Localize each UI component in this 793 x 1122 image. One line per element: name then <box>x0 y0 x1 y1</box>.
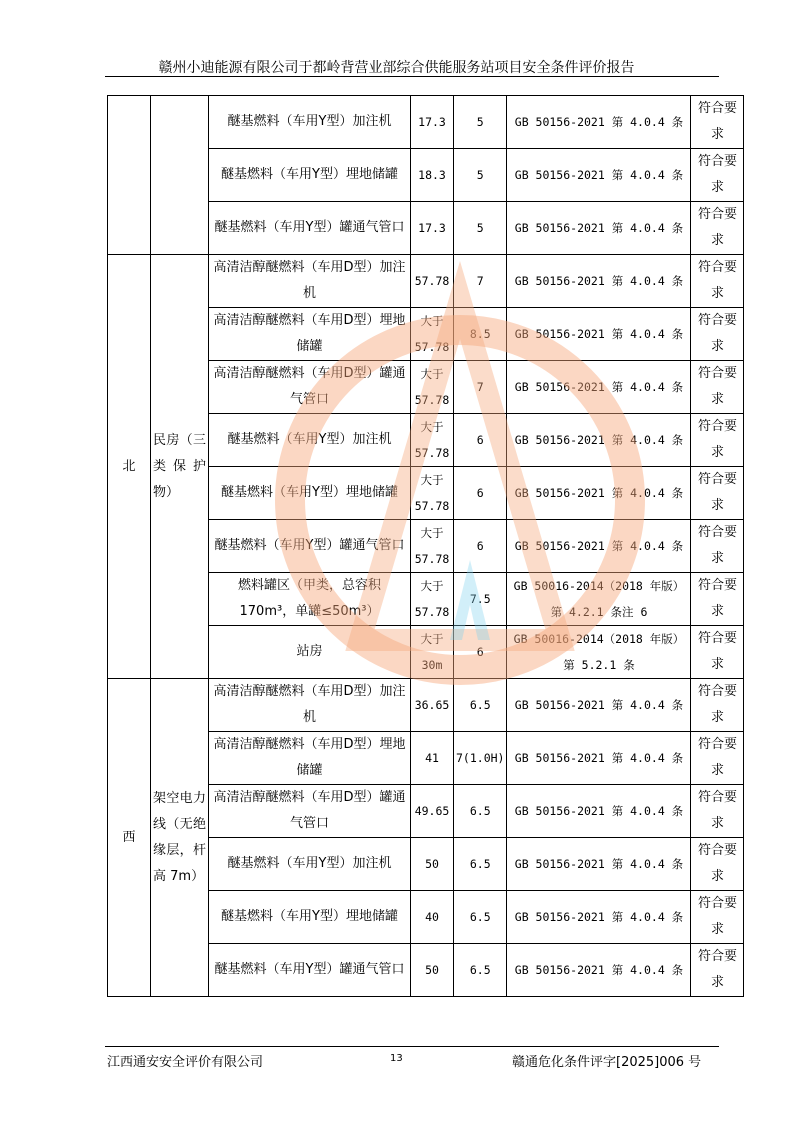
table-cell: 符合要求 <box>691 679 744 732</box>
table-cell: 符合要求 <box>691 944 744 997</box>
table-cell: GB 50156-2021 第 4.0.4 条 <box>507 467 691 520</box>
table-cell: 醚基燃料（车用Y型）罐通气管口 <box>209 520 411 573</box>
table-cell: 醚基燃料（车用Y型）罐通气管口 <box>209 202 411 255</box>
table-row <box>108 679 744 732</box>
table-cell: 17.3 <box>411 96 454 149</box>
table-cell <box>151 96 209 255</box>
table-cell: 6 <box>454 626 507 679</box>
table-cell: 醚基燃料（车用Y型）加注机 <box>209 96 411 149</box>
table-cell: 5 <box>454 96 507 149</box>
table-cell: GB 50156-2021 第 4.0.4 条 <box>507 96 691 149</box>
table-cell: 西 <box>108 679 151 997</box>
table-cell: 站房 <box>209 626 411 679</box>
table-cell: 高清洁醇醚燃料（车用D型）罐通气管口 <box>209 785 411 838</box>
table-cell: 6 <box>454 520 507 573</box>
table-cell: GB 50156-2021 第 4.0.4 条 <box>507 308 691 361</box>
table-cell: 6 <box>454 467 507 520</box>
table-cell: GB 50156-2021 第 4.0.4 条 <box>507 785 691 838</box>
table-cell <box>108 96 151 255</box>
table-cell: 40 <box>411 891 454 944</box>
table-cell: 符合要求 <box>691 361 744 414</box>
table-cell: GB 50016-2014（2018 年版）第 4.2.1 条注 6 <box>507 573 691 626</box>
table-cell: 大于 57.78 <box>411 414 454 467</box>
table-cell: 符合要求 <box>691 414 744 467</box>
table-cell: GB 50016-2014（2018 年版）第 5.2.1 条 <box>507 626 691 679</box>
table-cell: 6.5 <box>454 679 507 732</box>
table-cell: 5 <box>454 202 507 255</box>
table-cell: 符合要求 <box>691 467 744 520</box>
page-header: 赣州小迪能源有限公司于都岭背营业部综合供能服务站项目安全条件评价报告 <box>158 60 635 76</box>
table-cell: 17.3 <box>411 202 454 255</box>
table-cell: 符合要求 <box>691 891 744 944</box>
table-cell: 6 <box>454 414 507 467</box>
table-cell: GB 50156-2021 第 4.0.4 条 <box>507 838 691 891</box>
table-cell: 醚基燃料（车用Y型）埋地储罐 <box>209 149 411 202</box>
table-cell: 高清洁醇醚燃料（车用D型）加注机 <box>209 255 411 308</box>
table-cell: 5 <box>454 149 507 202</box>
table-cell: 高清洁醇醚燃料（车用D型）罐通气管口 <box>209 361 411 414</box>
table-cell: 符合要求 <box>691 785 744 838</box>
table-cell: 高清洁醇醚燃料（车用D型）埋地储罐 <box>209 732 411 785</box>
table-cell: 符合要求 <box>691 149 744 202</box>
table-cell: 8.5 <box>454 308 507 361</box>
table-cell: 大于 57.78 <box>411 520 454 573</box>
table-cell: 符合要求 <box>691 96 744 149</box>
table-cell: 7.5 <box>454 573 507 626</box>
table-cell: GB 50156-2021 第 4.0.4 条 <box>507 520 691 573</box>
table-cell: 符合要求 <box>691 255 744 308</box>
table-cell: 符合要求 <box>691 732 744 785</box>
table-cell: 高清洁醇醚燃料（车用D型）埋地储罐 <box>209 308 411 361</box>
table-cell: 36.65 <box>411 679 454 732</box>
table-cell: 50 <box>411 838 454 891</box>
footer-doc-number: 赣通危化条件评字[2025]006 号 <box>512 1055 702 1070</box>
table-cell: 符合要求 <box>691 838 744 891</box>
table-cell: 6.5 <box>454 944 507 997</box>
table-cell: 架空电力线（无绝缘层，杆高 7m） <box>151 679 209 997</box>
table-cell: GB 50156-2021 第 4.0.4 条 <box>507 679 691 732</box>
table-cell: 57.78 <box>411 255 454 308</box>
table-cell: 醚基燃料（车用Y型）加注机 <box>209 838 411 891</box>
table-cell: GB 50156-2021 第 4.0.4 条 <box>507 944 691 997</box>
table-cell: 高清洁醇醚燃料（车用D型）加注机 <box>209 679 411 732</box>
table-cell: 41 <box>411 732 454 785</box>
table-cell: GB 50156-2021 第 4.0.4 条 <box>507 255 691 308</box>
table-cell: 大于 57.78 <box>411 467 454 520</box>
table-row <box>108 255 744 308</box>
table-cell: GB 50156-2021 第 4.0.4 条 <box>507 361 691 414</box>
table-cell: GB 50156-2021 第 4.0.4 条 <box>507 149 691 202</box>
footer-company: 江西通安安全评价有限公司 <box>107 1055 264 1070</box>
table-cell: 49.65 <box>411 785 454 838</box>
table-cell: 醚基燃料（车用Y型）埋地储罐 <box>209 891 411 944</box>
table-cell: 醚基燃料（车用Y型）埋地储罐 <box>209 467 411 520</box>
table-cell: GB 50156-2021 第 4.0.4 条 <box>507 732 691 785</box>
table-cell: 50 <box>411 944 454 997</box>
table-cell: 大于 57.78 <box>411 361 454 414</box>
header-rule <box>105 76 719 77</box>
table-cell: 18.3 <box>411 149 454 202</box>
table-cell: GB 50156-2021 第 4.0.4 条 <box>507 891 691 944</box>
table-cell: 醚基燃料（车用Y型）罐通气管口 <box>209 944 411 997</box>
table-cell: 6.5 <box>454 891 507 944</box>
distance-table <box>107 95 744 997</box>
table-cell: 大于 57.78 <box>411 573 454 626</box>
table-row <box>108 96 744 149</box>
table-cell: 大于 57.78 <box>411 308 454 361</box>
table-cell: 民房（三类保护物） <box>151 255 209 679</box>
table-cell: 符合要求 <box>691 520 744 573</box>
table-cell: GB 50156-2021 第 4.0.4 条 <box>507 202 691 255</box>
table-cell: 符合要求 <box>691 626 744 679</box>
table-cell: 7 <box>454 255 507 308</box>
table-cell: 燃料罐区（甲类，总容积170m³，单罐≤50m³） <box>209 573 411 626</box>
table-cell: GB 50156-2021 第 4.0.4 条 <box>507 414 691 467</box>
table-cell: 7 <box>454 361 507 414</box>
page-number: 13 <box>390 1053 403 1064</box>
table-cell: 大于 30m <box>411 626 454 679</box>
table-cell: 醚基燃料（车用Y型）加注机 <box>209 414 411 467</box>
table-cell: 符合要求 <box>691 573 744 626</box>
footer-rule <box>105 1046 719 1047</box>
table-cell: 符合要求 <box>691 202 744 255</box>
table-cell: 6.5 <box>454 785 507 838</box>
table-cell: 7(1.0H) <box>454 732 507 785</box>
table-cell: 北 <box>108 255 151 679</box>
table-cell: 符合要求 <box>691 308 744 361</box>
table-cell: 6.5 <box>454 838 507 891</box>
